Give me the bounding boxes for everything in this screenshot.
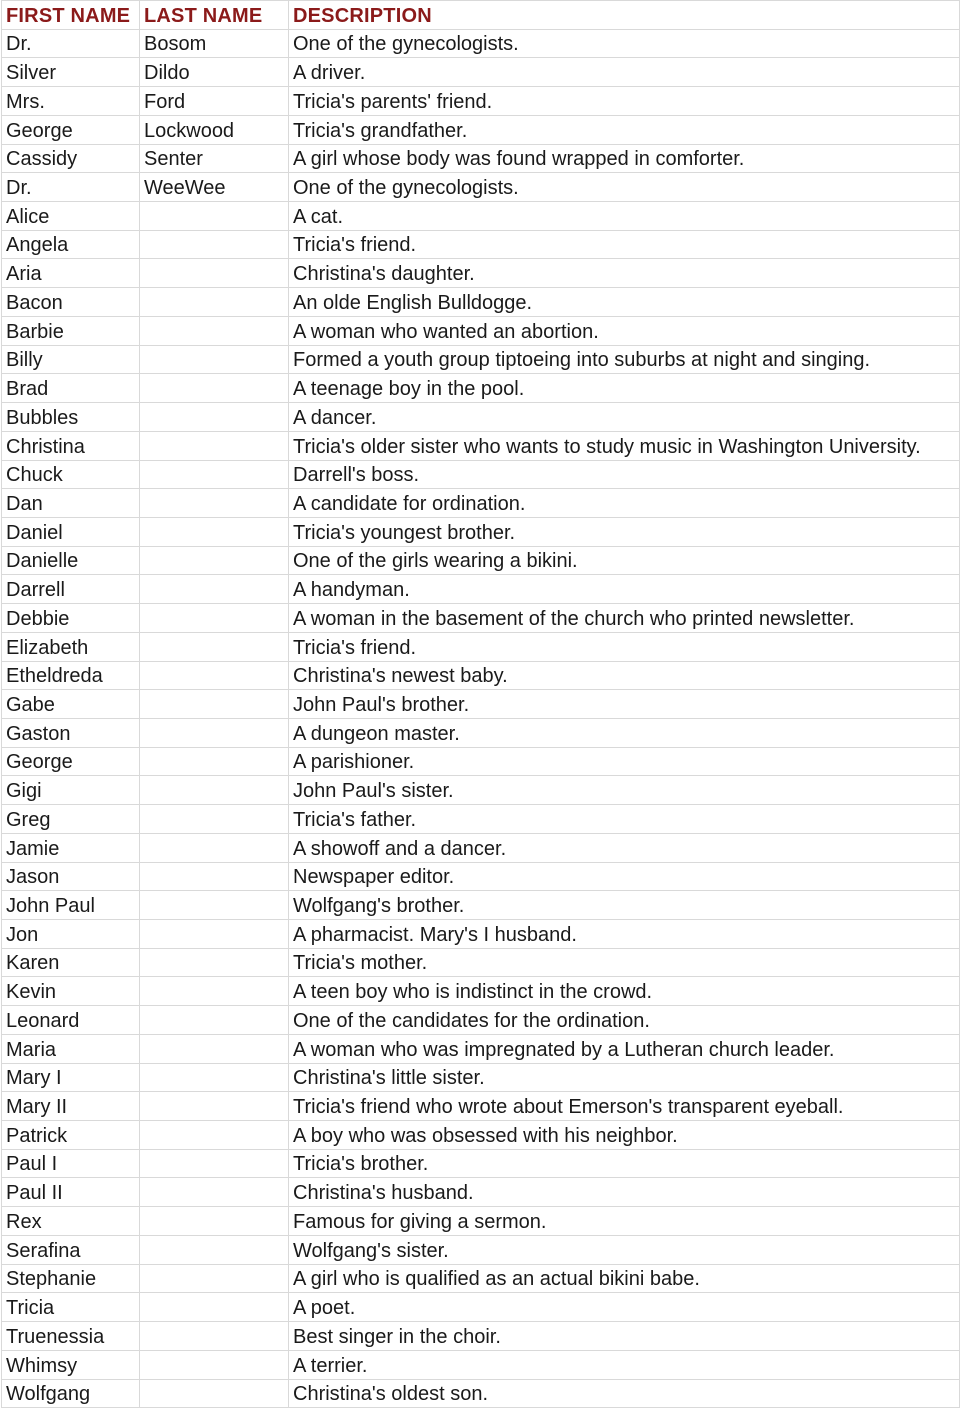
- first-name-cell[interactable]: Stephanie: [2, 1264, 140, 1293]
- last-name-cell[interactable]: [140, 1121, 289, 1150]
- table-row: [2, 1178, 960, 1207]
- description-cell[interactable]: A pharmacist. Mary's I husband.: [289, 920, 960, 949]
- last-name-cell[interactable]: [140, 604, 289, 633]
- last-name-cell[interactable]: [140, 489, 289, 518]
- table-row: [2, 690, 960, 719]
- table-row: [2, 517, 960, 546]
- last-name-cell[interactable]: [140, 288, 289, 317]
- last-name-cell[interactable]: [140, 1092, 289, 1121]
- table-row: [2, 58, 960, 87]
- description-cell[interactable]: One of the candidates for the ordination.: [289, 1006, 960, 1035]
- description-cell[interactable]: Tricia's friend.: [289, 632, 960, 661]
- first-name-cell[interactable]: Leonard: [2, 1006, 140, 1035]
- table-row: [2, 805, 960, 834]
- first-name-cell[interactable]: Karen: [2, 948, 140, 977]
- last-name-cell[interactable]: Ford: [140, 87, 289, 116]
- table-row: [2, 1235, 960, 1264]
- description-cell[interactable]: Tricia's friend who wrote about Emerson's transparent eyeball.: [289, 1092, 960, 1121]
- last-name-cell[interactable]: [140, 920, 289, 949]
- last-name-cell[interactable]: [140, 431, 289, 460]
- description-cell[interactable]: A showoff and a dancer.: [289, 833, 960, 862]
- last-name-cell[interactable]: [140, 833, 289, 862]
- first-name-cell[interactable]: Bacon: [2, 288, 140, 317]
- table-row: [2, 345, 960, 374]
- first-name-cell[interactable]: Truenessia: [2, 1322, 140, 1351]
- first-name-cell[interactable]: Mrs.: [2, 87, 140, 116]
- first-name-cell[interactable]: Mary II: [2, 1092, 140, 1121]
- description-cell[interactable]: One of the gynecologists.: [289, 173, 960, 202]
- table-row: [2, 776, 960, 805]
- description-cell[interactable]: Christina's daughter.: [289, 259, 960, 288]
- table-row: [2, 891, 960, 920]
- last-name-cell[interactable]: [140, 1034, 289, 1063]
- first-name-cell[interactable]: John Paul: [2, 891, 140, 920]
- table-row: [2, 1379, 960, 1408]
- first-name-cell[interactable]: Jason: [2, 862, 140, 891]
- table-row: [2, 1034, 960, 1063]
- first-name-cell[interactable]: Alice: [2, 202, 140, 231]
- description-cell[interactable]: A teenage boy in the pool.: [289, 374, 960, 403]
- table-body: [2, 29, 960, 1408]
- first-name-cell[interactable]: Whimsy: [2, 1350, 140, 1379]
- first-name-cell[interactable]: Silver: [2, 58, 140, 87]
- first-name-cell[interactable]: Danielle: [2, 546, 140, 575]
- last-name-cell[interactable]: [140, 948, 289, 977]
- table-row: [2, 1350, 960, 1379]
- table-row: [2, 1092, 960, 1121]
- description-cell[interactable]: An olde English Bulldogge.: [289, 288, 960, 317]
- description-cell[interactable]: A teen boy who is indistinct in the crowd.: [289, 977, 960, 1006]
- last-name-cell[interactable]: [140, 747, 289, 776]
- description-cell[interactable]: A dungeon master.: [289, 718, 960, 747]
- first-name-cell[interactable]: Gabe: [2, 690, 140, 719]
- description-cell[interactable]: A woman who was impregnated by a Lutheran church leader.: [289, 1034, 960, 1063]
- description-cell[interactable]: Wolfgang's sister.: [289, 1235, 960, 1264]
- description-cell[interactable]: A dancer.: [289, 403, 960, 432]
- description-cell[interactable]: John Paul's brother.: [289, 690, 960, 719]
- last-name-cell[interactable]: [140, 891, 289, 920]
- first-name-cell[interactable]: Aria: [2, 259, 140, 288]
- table-row: [2, 1322, 960, 1351]
- first-name-cell[interactable]: George: [2, 115, 140, 144]
- first-name-cell[interactable]: Debbie: [2, 604, 140, 633]
- first-name-cell[interactable]: Gaston: [2, 718, 140, 747]
- last-name-cell[interactable]: [140, 546, 289, 575]
- last-name-cell[interactable]: [140, 1207, 289, 1236]
- last-name-cell[interactable]: [140, 661, 289, 690]
- first-name-cell[interactable]: Etheldreda: [2, 661, 140, 690]
- description-cell[interactable]: A parishioner.: [289, 747, 960, 776]
- table-row: [2, 173, 960, 202]
- table-row: [2, 575, 960, 604]
- table-row: [2, 87, 960, 116]
- last-name-cell[interactable]: [140, 1178, 289, 1207]
- last-name-cell[interactable]: [140, 345, 289, 374]
- table-row: [2, 632, 960, 661]
- description-cell[interactable]: One of the girls wearing a bikini.: [289, 546, 960, 575]
- description-cell[interactable]: Tricia's parents' friend.: [289, 87, 960, 116]
- last-name-cell[interactable]: Senter: [140, 144, 289, 173]
- last-name-cell[interactable]: [140, 1350, 289, 1379]
- table-row: [2, 1207, 960, 1236]
- last-name-cell[interactable]: [140, 1379, 289, 1408]
- description-cell[interactable]: A poet.: [289, 1293, 960, 1322]
- first-name-cell[interactable]: Serafina: [2, 1235, 140, 1264]
- first-name-cell[interactable]: Barbie: [2, 316, 140, 345]
- first-name-cell[interactable]: Jon: [2, 920, 140, 949]
- last-name-cell[interactable]: [140, 1322, 289, 1351]
- description-cell[interactable]: A woman who wanted an abortion.: [289, 316, 960, 345]
- table-row: [2, 202, 960, 231]
- table-row: [2, 718, 960, 747]
- description-cell[interactable]: Tricia's grandfather.: [289, 115, 960, 144]
- description-cell[interactable]: A woman in the basement of the church who printed newsletter.: [289, 604, 960, 633]
- last-name-cell[interactable]: [140, 1149, 289, 1178]
- last-name-cell[interactable]: [140, 374, 289, 403]
- last-name-cell[interactable]: [140, 862, 289, 891]
- first-name-cell[interactable]: Angela: [2, 230, 140, 259]
- description-cell[interactable]: John Paul's sister.: [289, 776, 960, 805]
- table-row: [2, 661, 960, 690]
- first-name-cell[interactable]: Darrell: [2, 575, 140, 604]
- description-cell[interactable]: Tricia's father.: [289, 805, 960, 834]
- last-name-cell[interactable]: [140, 202, 289, 231]
- last-name-cell[interactable]: [140, 517, 289, 546]
- description-cell[interactable]: A handyman.: [289, 575, 960, 604]
- description-cell[interactable]: Tricia's friend.: [289, 230, 960, 259]
- description-cell[interactable]: A girl who is qualified as an actual bikini babe.: [289, 1264, 960, 1293]
- last-name-cell[interactable]: [140, 977, 289, 1006]
- description-cell[interactable]: One of the gynecologists.: [289, 29, 960, 58]
- table-row: [2, 1006, 960, 1035]
- table-row: [2, 431, 960, 460]
- first-name-cell[interactable]: George: [2, 747, 140, 776]
- table-row: [2, 1063, 960, 1092]
- first-name-cell[interactable]: Jamie: [2, 833, 140, 862]
- description-cell[interactable]: Tricia's youngest brother.: [289, 517, 960, 546]
- last-name-cell[interactable]: [140, 805, 289, 834]
- table-row: [2, 230, 960, 259]
- header-last-name[interactable]: LAST NAME: [140, 1, 289, 30]
- first-name-cell[interactable]: Daniel: [2, 517, 140, 546]
- last-name-cell[interactable]: [140, 1063, 289, 1092]
- last-name-cell[interactable]: Bosom: [140, 29, 289, 58]
- header-row: [2, 1, 960, 30]
- character-sheet: [1, 0, 959, 1408]
- description-cell[interactable]: A candidate for ordination.: [289, 489, 960, 518]
- last-name-cell[interactable]: [140, 230, 289, 259]
- table-row: [2, 948, 960, 977]
- description-cell[interactable]: Formed a youth group tiptoeing into suburbs at night and singing.: [289, 345, 960, 374]
- description-cell[interactable]: Tricia's mother.: [289, 948, 960, 977]
- first-name-cell[interactable]: Chuck: [2, 460, 140, 489]
- description-cell[interactable]: Tricia's older sister who wants to study music in Washington University.: [289, 431, 960, 460]
- first-name-cell[interactable]: Wolfgang: [2, 1379, 140, 1408]
- last-name-cell[interactable]: [140, 403, 289, 432]
- table-row: [2, 144, 960, 173]
- table-row: [2, 977, 960, 1006]
- first-name-cell[interactable]: Kevin: [2, 977, 140, 1006]
- description-cell[interactable]: A cat.: [289, 202, 960, 231]
- description-cell[interactable]: A girl whose body was found wrapped in comforter.: [289, 144, 960, 173]
- first-name-cell[interactable]: Christina: [2, 431, 140, 460]
- description-cell[interactable]: A terrier.: [289, 1350, 960, 1379]
- table-row: [2, 1121, 960, 1150]
- description-cell[interactable]: Christina's newest baby.: [289, 661, 960, 690]
- first-name-cell[interactable]: Greg: [2, 805, 140, 834]
- first-name-cell[interactable]: Paul I: [2, 1149, 140, 1178]
- description-cell[interactable]: Christina's husband.: [289, 1178, 960, 1207]
- table-row: [2, 489, 960, 518]
- first-name-cell[interactable]: Paul II: [2, 1178, 140, 1207]
- last-name-cell[interactable]: [140, 316, 289, 345]
- last-name-cell[interactable]: [140, 1264, 289, 1293]
- table-row: [2, 862, 960, 891]
- description-cell[interactable]: Best singer in the choir.: [289, 1322, 960, 1351]
- table-row: [2, 374, 960, 403]
- first-name-cell[interactable]: Mary I: [2, 1063, 140, 1092]
- table-row: [2, 115, 960, 144]
- description-cell[interactable]: Tricia's brother.: [289, 1149, 960, 1178]
- first-name-cell[interactable]: Maria: [2, 1034, 140, 1063]
- last-name-cell[interactable]: Dildo: [140, 58, 289, 87]
- table-row: [2, 1264, 960, 1293]
- table-row: [2, 604, 960, 633]
- first-name-cell[interactable]: Elizabeth: [2, 632, 140, 661]
- first-name-cell[interactable]: Billy: [2, 345, 140, 374]
- table-row: [2, 920, 960, 949]
- last-name-cell[interactable]: [140, 776, 289, 805]
- table-row: [2, 29, 960, 58]
- description-cell[interactable]: Darrell's boss.: [289, 460, 960, 489]
- description-cell[interactable]: A boy who was obsessed with his neighbor.: [289, 1121, 960, 1150]
- first-name-cell[interactable]: Cassidy: [2, 144, 140, 173]
- description-cell[interactable]: Wolfgang's brother.: [289, 891, 960, 920]
- last-name-cell[interactable]: [140, 1235, 289, 1264]
- last-name-cell[interactable]: [140, 575, 289, 604]
- last-name-cell[interactable]: [140, 718, 289, 747]
- table-row: [2, 316, 960, 345]
- table-row: [2, 546, 960, 575]
- description-cell[interactable]: Newspaper editor.: [289, 862, 960, 891]
- header-first-name[interactable]: FIRST NAME: [2, 1, 140, 30]
- first-name-cell[interactable]: Dr.: [2, 173, 140, 202]
- table-row: [2, 1149, 960, 1178]
- first-name-cell[interactable]: Gigi: [2, 776, 140, 805]
- last-name-cell[interactable]: [140, 690, 289, 719]
- description-cell[interactable]: Christina's little sister.: [289, 1063, 960, 1092]
- first-name-cell[interactable]: Dan: [2, 489, 140, 518]
- table-row: [2, 403, 960, 432]
- table-row: [2, 747, 960, 776]
- first-name-cell[interactable]: Dr.: [2, 29, 140, 58]
- last-name-cell[interactable]: [140, 460, 289, 489]
- description-cell[interactable]: Christina's oldest son.: [289, 1379, 960, 1408]
- table-row: [2, 460, 960, 489]
- table-row: [2, 1293, 960, 1322]
- first-name-cell[interactable]: Tricia: [2, 1293, 140, 1322]
- last-name-cell[interactable]: WeeWee: [140, 173, 289, 202]
- last-name-cell[interactable]: [140, 632, 289, 661]
- first-name-cell[interactable]: Brad: [2, 374, 140, 403]
- description-cell[interactable]: A driver.: [289, 58, 960, 87]
- description-cell[interactable]: Famous for giving a sermon.: [289, 1207, 960, 1236]
- first-name-cell[interactable]: Rex: [2, 1207, 140, 1236]
- character-table: [1, 0, 960, 1408]
- last-name-cell[interactable]: [140, 1293, 289, 1322]
- first-name-cell[interactable]: Bubbles: [2, 403, 140, 432]
- last-name-cell[interactable]: [140, 259, 289, 288]
- table-row: [2, 288, 960, 317]
- table-row: [2, 259, 960, 288]
- first-name-cell[interactable]: Patrick: [2, 1121, 140, 1150]
- table-row: [2, 833, 960, 862]
- header-description[interactable]: DESCRIPTION: [289, 1, 960, 30]
- last-name-cell[interactable]: Lockwood: [140, 115, 289, 144]
- last-name-cell[interactable]: [140, 1006, 289, 1035]
